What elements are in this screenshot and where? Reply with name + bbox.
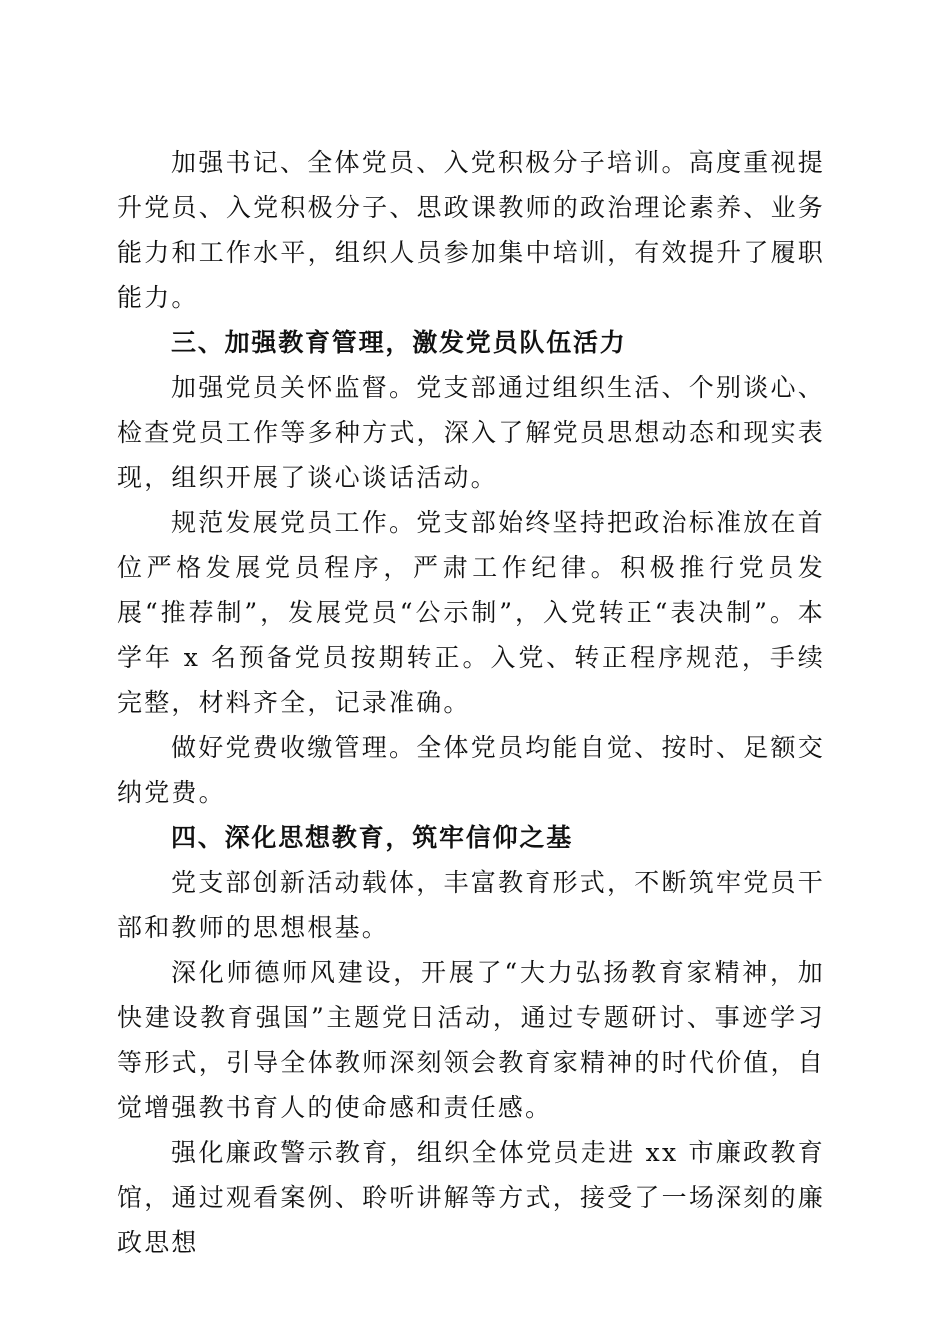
- paragraph-integrity-education: 强化廉政警示教育，组织全体党员走进 xx 市廉政教育馆，通过观看案例、聆听讲解等方式，接受了一场深刻的廉政思想: [117, 1138, 825, 1257]
- document-body: [117, 140, 825, 1265]
- section-heading-3: 三、加强教育管理，激发党员队伍活力: [171, 328, 627, 357]
- paragraph-teacher-ethics: 深化师德师风建设，开展了“大力弘扬教育家精神，加快建设教育强国”主题党日活动，通过专题研讨、事迹学习等形式，引导全体教师深刻领会教育家精神的时代价值，自觉增强教书育人的使命感和责任感。: [117, 958, 825, 1122]
- section-heading-4: 四、深化思想教育，筑牢信仰之基: [171, 823, 574, 852]
- paragraph-party-dues: 做好党费收缴管理。全体党员均能自觉、按时、足额交纳党费。: [117, 733, 825, 807]
- paragraph-innovation: 党支部创新活动载体，丰富教育形式，不断筑牢党员干部和教师的思想根基。: [117, 868, 825, 942]
- paragraph-care-supervision: 加强党员关怀监督。党支部通过组织生活、个别谈心、检查党员工作等多种方式，深入了解党员思想动态和现实表现，组织开展了谈心谈话活动。: [117, 373, 825, 492]
- paragraph-training: 加强书记、全体党员、入党积极分子培训。高度重视提升党员、入党积极分子、思政课教师的政治理论素养、业务能力和工作水平，组织人员参加集中培训，有效提升了履职能力。: [117, 148, 825, 312]
- paragraph-member-development: 规范发展党员工作。党支部始终坚持把政治标准放在首位严格发展党员程序，严肃工作纪律。积极推行党员发展“推荐制”，发展党员“公示制”，入党转正“表决制”。本学年 x 名预备党员按期转正。入党、转正程序规范，手续完整，材料齐全，记录准确。: [117, 508, 825, 717]
